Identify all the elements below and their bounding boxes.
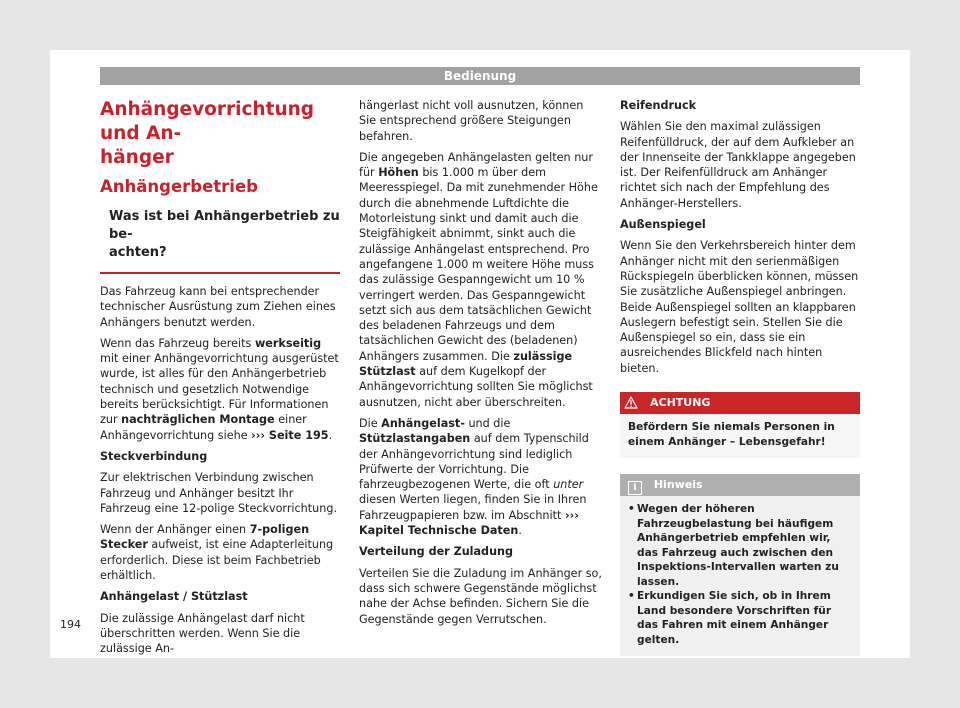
hint-item — [628, 502, 852, 589]
text: einer Anhängevorrichtung siehe — [100, 413, 307, 442]
info-icon: i — [628, 481, 642, 495]
bold-term: zulässige Stützlast — [359, 349, 573, 379]
typeplate-paragraph — [359, 416, 603, 538]
heading-zuladung: Verteilung der Zuladung — [359, 545, 514, 559]
question-line-2: achten? — [109, 245, 167, 260]
warning-text: Befördern Sie niemals Personen in einem Anhänger – Lebensgefahr! — [628, 421, 835, 448]
page-link[interactable]: ››› Seite 195 — [251, 428, 329, 442]
bold-term: nachträglichen Montage — [121, 413, 275, 427]
bold-term: Höhen — [378, 166, 419, 180]
text: bis 1.000 m über dem Meeresspiegel. Da mit zunehmender Höhe durch die abnehmende Luftdichte die Motorleistung sinkt und damit auch die Steigfähigkeit abnimmt, sinkt auch die zulässige Anhängelast entsprechend. Pro angefangene 1.000 m weitere Höhe muss das zulässige Gespanngewicht um 10 % verringert werden. Das Gespanngewicht setzt sich aus dem tatsächlichen Gewicht des beladenen Fahrzeugs und dem tatsächlichen Gewicht des (beladenen) Anhängers zusammen. Die — [359, 166, 598, 363]
italic-term: unter — [553, 478, 584, 492]
warning-header — [620, 392, 860, 414]
bold-term: 7-poligen Stecker — [100, 523, 310, 552]
title-line-1: Anhängevorrichtung und An- — [100, 99, 315, 144]
text: . — [328, 428, 333, 442]
heading-aussenspiegel: Außenspiegel — [620, 218, 706, 232]
warning-box — [620, 392, 860, 458]
bold-term: werkseitig — [254, 336, 322, 350]
heading-anhaengelast: Anhängelast / Stützlast — [100, 590, 248, 604]
heading-reifendruck: Reifendruck — [620, 99, 697, 112]
hint-item-text: Wegen der höheren Fahrzeugbelastung bei häufigem Anhängerbetrieb empfehlen wir, das Fahrzeug auch zwischen den Inspektions-Intervallen warten zu lassen. — [637, 503, 839, 588]
question-line-1: Was ist bei Anhängerbetrieb zu be- — [109, 209, 340, 242]
text: diesen Werten liegen, finden Sie in Ihren Fahrzeugpapieren bzw. im Abschnitt — [359, 493, 587, 522]
load-paragraph: Die zulässige Anhängelast darf nicht überschritten werden. Wenn Sie die zulässige An- — [100, 611, 305, 656]
manual-page — [50, 50, 910, 658]
text: . — [518, 524, 522, 538]
title-line-2: hänger — [100, 147, 174, 168]
hint-item — [628, 589, 852, 647]
bold-term: Stützlastangaben — [359, 432, 471, 446]
chapter-link[interactable]: ››› Kapitel Technische Daten — [359, 508, 579, 538]
text: mit einer Anhängevorrichtung ausgerüstet wurde, ist alles für den Anhängerbetrieb technisch und gesetzlich Notwendige bereits berücksichtigt. Für Informationen zur — [100, 352, 339, 427]
hint-box — [620, 474, 860, 656]
warning-triangle-icon — [624, 396, 638, 409]
text: auf dem Kugelkopf der Anhängevorrichtung sollten Sie möglichst ausnutzen, nicht aber überschreiten. — [359, 365, 593, 409]
text: Wenn der Anhänger einen — [100, 523, 250, 537]
bullet-icon: • — [628, 503, 635, 516]
column-1 — [100, 98, 340, 663]
text: und die — [464, 416, 511, 430]
heading-steckverbindung: Steckverbindung — [100, 449, 208, 463]
altitude-paragraph — [359, 150, 603, 410]
bullet-icon: • — [628, 590, 635, 603]
column-2 — [359, 98, 603, 633]
page-subtitle: Anhängerbetrieb — [100, 177, 258, 196]
factory-paragraph — [100, 336, 340, 443]
warning-label: ACHTUNG — [650, 396, 711, 410]
load-continued-paragraph: hängerlast nicht voll ausnutzen, können Sie entsprechend größere Steigungen befahren. — [359, 99, 584, 143]
column-3 — [620, 98, 860, 656]
text: auf dem Typenschild der Anhängevorrichtung sind lediglich Prüfwerte der Vorrichtung. Die fahrzeugbezogenen Werte, die oft — [359, 432, 589, 492]
tire-paragraph: Wählen Sie den maximal zulässigen Reifenfülldruck, der auf dem Aufkleber an der Innenseite der Tankklappe angegeben ist. Der Reifenfülldruck am Anhänger richtet sich nach der Empfehlung des Anhänger-Herstellers. — [620, 120, 856, 210]
page-number: 194 — [60, 618, 81, 631]
hint-header — [620, 474, 860, 496]
hint-item-text: Erkundigen Sie sich, ob in Ihrem Land besondere Vorschriften für das Fahren mit einem Anhänger gelten. — [637, 590, 832, 646]
heading-divider — [100, 272, 340, 274]
cargo-paragraph: Verteilen Sie die Zuladung im Anhänger so, dass sich schwere Gegenstände möglichst nahe der Achse befinden. Sichern Sie die Gegenstände gegen Verrutschen. — [359, 566, 602, 626]
intro-paragraph: Das Fahrzeug kann bei entsprechender technischer Ausrüstung zum Ziehen eines Anhängers benutzt werden. — [100, 285, 336, 329]
section-header: Bedienung — [100, 67, 860, 85]
adapter-paragraph — [100, 522, 340, 583]
hint-label: Hinweis — [653, 478, 703, 492]
hint-content — [620, 496, 860, 656]
question-heading — [109, 208, 340, 272]
text: Die — [359, 416, 382, 430]
plug-paragraph: Zur elektrischen Verbindung zwischen Fahrzeug und Anhänger besitzt Ihr Fahrzeug eine 12-polige Steckvorrichtung. — [100, 471, 337, 515]
page-title — [100, 98, 340, 170]
text: Wenn das Fahrzeug bereits — [100, 336, 255, 350]
mirror-paragraph: Wenn Sie den Verkehrsbereich hinter dem Anhänger nicht mit den serienmäßigen Rückspiegeln überblicken können, müssen Sie zusätzliche Außenspiegel anbringen. Beide Außenspiegel sollten an klappbaren Auslegern befestigt sein. Stellen Sie die Außenspiegel so ein, dass sie ein ausreichendes Blickfeld nach hinten bieten. — [620, 239, 859, 375]
text: aufweist, ist eine Adapterleitung erforderlich. Diese ist beim Fachbetrieb erhältlich. — [100, 538, 334, 583]
text: Die angegeben Anhängelasten gelten nur für — [359, 150, 593, 180]
bold-term: Anhängelast- — [381, 416, 465, 430]
